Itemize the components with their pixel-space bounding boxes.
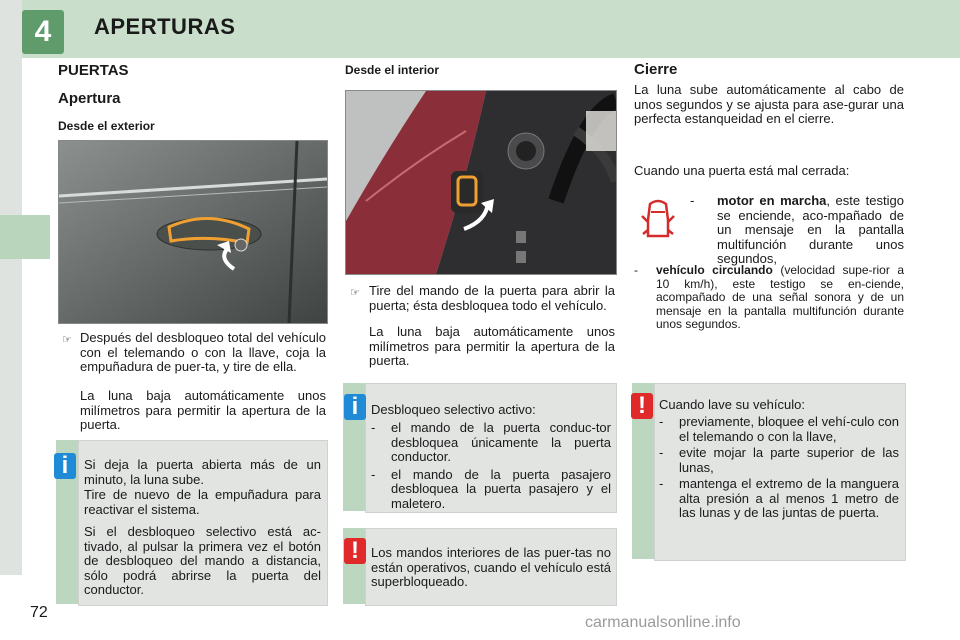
list-item: - el mando de la puerta conduc-tor desbloquea únicamente la puerta conductor. [371, 420, 611, 464]
chapter-number: 4 [22, 10, 64, 54]
warning-right-title: Cuando lave su vehículo: [659, 397, 805, 412]
list-item: - previamente, bloquee el vehí-culo con el telemando o con la llave, [659, 414, 899, 444]
exterior-title: Desde el exterior [58, 119, 155, 133]
info-icon: i [344, 394, 366, 420]
list-item: - evite mojar la parte superior de las lunas, [659, 445, 899, 475]
subsection-title: Apertura [58, 90, 121, 107]
door-open-text: Cuando una puerta está mal cerrada: [634, 163, 850, 178]
cierre-intro: La luna sube automáticamente al cabo de unos segundos y se ajusta para ase-gurar una perfecta estanqueidad en el cierre. [634, 82, 904, 126]
door-open-warning-icon [641, 198, 675, 240]
bullet-symbol: ☞ [350, 287, 360, 299]
bullet-symbol: ☞ [62, 334, 72, 346]
chapter-tab-marker [0, 215, 50, 259]
left-margin-strip [0, 0, 22, 575]
page-title: APERTURAS [94, 14, 236, 39]
info-middle-list [371, 421, 611, 511]
warning-icon: ! [344, 538, 366, 564]
list-item: - mantenga el extremo de la manguera alta presión a al menos 1 metro de las lunas y de las juntas de puerta. [659, 476, 899, 520]
warning-middle-text: Los mandos interiores de las puer-tas no están operativos, cuando el vehículo está superbloqueado. [371, 545, 611, 589]
cierre-title: Cierre [634, 61, 678, 78]
interior-paragraph: La luna baja automáticamente unos milímetros para permitir la apertura de la puerta. [369, 324, 615, 368]
page-number: 72 [30, 604, 48, 621]
interior-title: Desde el interior [345, 63, 440, 77]
exterior-door-handle-illustration [58, 140, 328, 324]
section-title: PUERTAS [58, 62, 129, 79]
exterior-paragraph: La luna baja automáticamente unos milímetros para permitir la apertura de la puerta. [80, 388, 326, 432]
info-left-p3: Si el desbloqueo selectivo está ac-tivado, al pulsar la primera vez el botón de desbloqueo del mando a distancia, sólo podrá abrirse la puerta del conductor. [84, 524, 321, 597]
info-left-p2: Tire de nuevo de la empuñadura para reactivar el sistema. [84, 487, 321, 517]
warning-icon: ! [631, 393, 653, 419]
motor-running-item: - motor en marcha, este testigo se enciende, aco-mpañado de un mensaje en la pantalla multifunción durante unos segundos, [690, 193, 904, 266]
info-left-p1: Si deja la puerta abierta más de un minuto, la luna sube. [84, 457, 321, 487]
exterior-instruction: Después del desbloqueo total del vehículo con el telemando o con la llave, coja la empuñadura de puer-ta, y tire de ella. [80, 330, 326, 374]
watermark: carmanualsonline.info [585, 614, 741, 631]
list-item: - el mando de la puerta pasajero desbloquea la puerta pasajero y el maletero. [371, 466, 611, 511]
info-icon: i [54, 453, 76, 479]
driving-item: - vehículo circulando (velocidad supe-rior a 10 km/h), este testigo se en-ciende, acompañado de una señal sonora y de un mensaje en la pantalla multifunción durante unos segundos. [634, 263, 904, 331]
interior-door-lever-illustration [345, 90, 617, 275]
interior-instruction: Tire del mando de la puerta para abrir la puerta; ésta desbloquea todo el vehículo. [369, 283, 615, 313]
info-middle-title: Desbloqueo selectivo activo: [371, 402, 536, 417]
warning-right-list [659, 415, 899, 521]
